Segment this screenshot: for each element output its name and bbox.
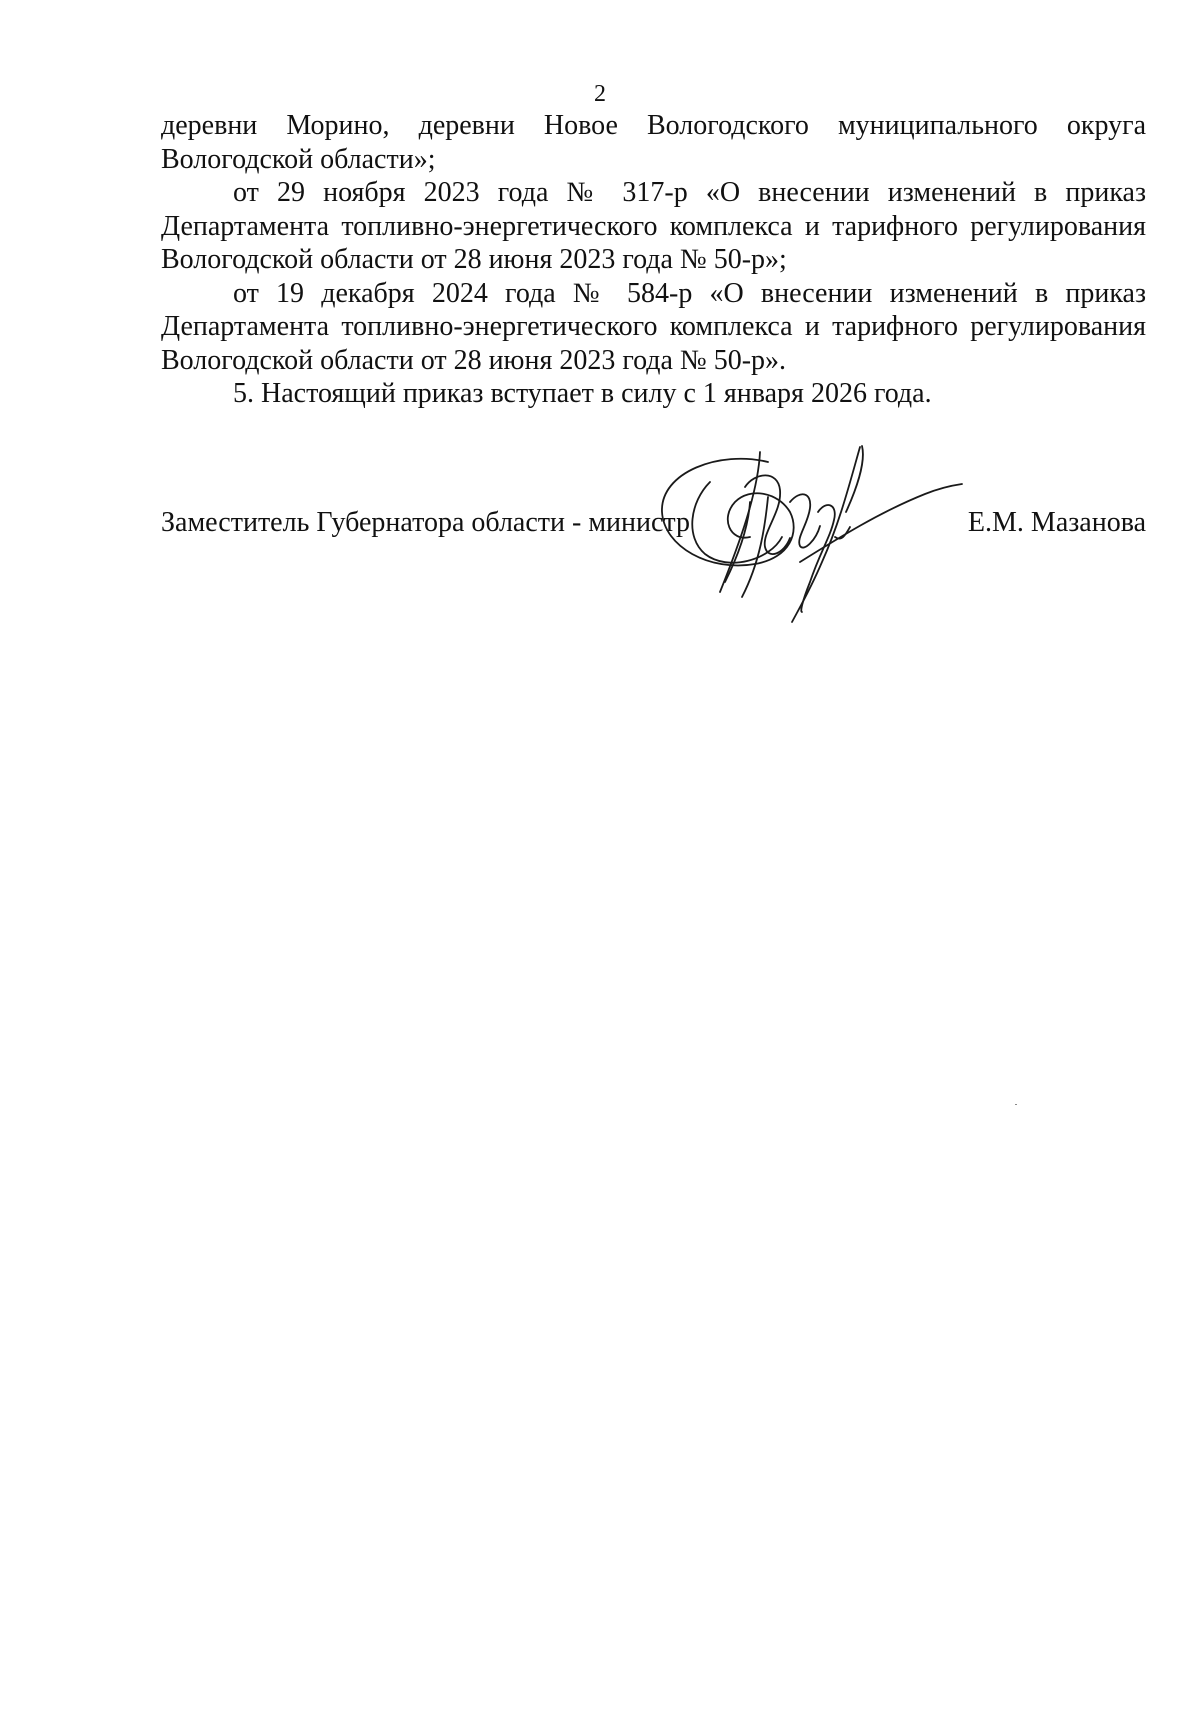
document-body (161, 109, 1146, 411)
signatory-role: Заместитель Губернатора области - министр (161, 507, 690, 538)
paragraph-continuation: деревни Морино, деревни Новое Вологодского муниципального округа Вологодской области»; (161, 110, 1146, 175)
paragraph-effective-date: 5. Настоящий приказ вступает в силу с 1 января 2026 года. (233, 378, 932, 409)
page-number: 2 (594, 81, 606, 107)
scan-speck (1015, 1104, 1017, 1105)
paragraph-order-317: от 29 ноября 2023 года № 317-р «О внесении изменений в приказ Департамента топливно-энергетического комплекса и тарифного регулирования Вологодской области от 28 июня 2023 года № 50-р»; (161, 177, 1146, 275)
handwritten-signature-icon (650, 442, 980, 642)
signatory-name: Е.М. Мазанова (967, 507, 1146, 538)
paragraph-order-584: от 19 декабря 2024 года № 584-р «О внесении изменений в приказ Департамента топливно-энергетического комплекса и тарифного регулирования Вологодской области от 28 июня 2023 года № 50-р». (161, 277, 1146, 376)
